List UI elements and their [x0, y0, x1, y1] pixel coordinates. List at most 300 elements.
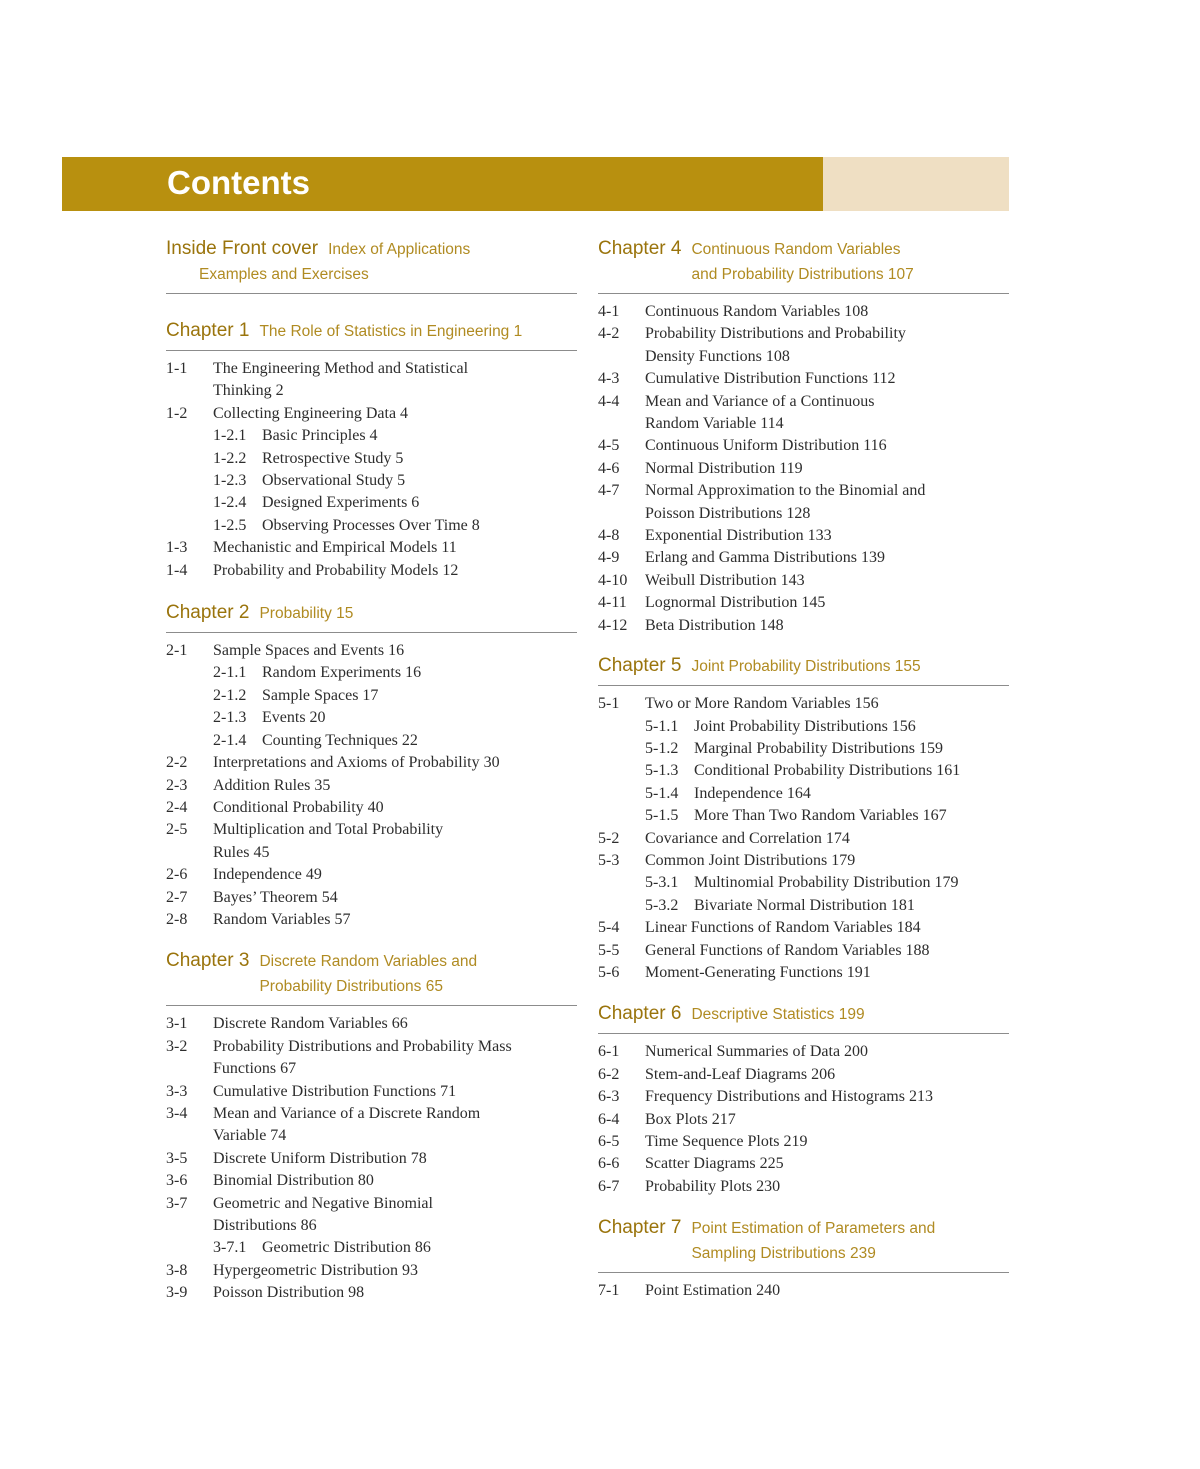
- section-title-line: Mechanistic and Empirical Models 11: [213, 539, 457, 557]
- section-number: 2-5: [166, 821, 188, 839]
- section-title: [213, 640, 577, 662]
- section-entry[interactable]: [166, 1170, 577, 1192]
- subsection-entry[interactable]: [166, 730, 577, 752]
- section-entry[interactable]: [166, 1036, 577, 1081]
- section-number: [598, 895, 645, 917]
- section-number: 3-9: [166, 1284, 188, 1302]
- section-entry[interactable]: [598, 570, 1009, 592]
- subsection-number: 2-1.2: [213, 686, 247, 704]
- section-number: [598, 738, 645, 760]
- section-title-line: Rules 45: [213, 843, 270, 861]
- section-title-line: Retrospective Study 5: [262, 449, 404, 467]
- section-number: 6-1: [598, 1043, 620, 1061]
- chapter-title: [259, 949, 477, 999]
- section-entry[interactable]: [598, 592, 1009, 614]
- chapter-title-line: Index of Applications: [328, 241, 471, 258]
- section-entry[interactable]: [598, 962, 1009, 984]
- section-title: [645, 917, 1009, 939]
- section-entry[interactable]: [598, 547, 1009, 569]
- section-entry[interactable]: [166, 537, 577, 559]
- section-entry[interactable]: [598, 1153, 1009, 1175]
- section-title: [213, 358, 577, 403]
- section-number: [166, 492, 213, 514]
- section-number: 4-11: [598, 594, 627, 612]
- section-title-line: Poisson Distribution 98: [213, 1284, 365, 1302]
- section-title: [213, 797, 577, 819]
- section-title: [213, 470, 577, 492]
- section-title: [213, 515, 577, 537]
- subsection-number: 2-1.1: [213, 664, 247, 682]
- section-title-line: Cumulative Distribution Functions 71: [213, 1082, 457, 1100]
- subsection-entry[interactable]: [166, 1237, 577, 1259]
- section-title-line: Two or More Random Variables 156: [645, 695, 879, 713]
- section-title: [645, 1109, 1009, 1131]
- section-number: 1-1: [166, 360, 188, 377]
- section-entry[interactable]: [598, 940, 1009, 962]
- page-title: Contents: [167, 164, 310, 201]
- chapter-section: [166, 600, 577, 931]
- section-number: [166, 448, 213, 470]
- section-title-line: Weibull Distribution 143: [645, 571, 805, 589]
- section-number: 7-1: [598, 1282, 620, 1300]
- subsection-number: 1-2.4: [213, 494, 247, 512]
- section-title-line: Multiplication and Total Probability: [213, 821, 444, 839]
- section-number: [166, 685, 213, 707]
- subsection-title: [694, 760, 960, 782]
- section-entry[interactable]: [166, 864, 577, 886]
- section-title-line: Multinomial Probability Distribution 179: [694, 874, 959, 892]
- subsection-number: 1-2.3: [213, 472, 247, 490]
- chapter-title: [691, 654, 920, 679]
- section-entry[interactable]: [166, 1103, 577, 1148]
- chapter-heading[interactable]: [598, 236, 1009, 294]
- section-title-line: Mean and Variance of a Discrete Random: [213, 1104, 481, 1122]
- section-entry[interactable]: [598, 828, 1009, 850]
- section-title-line: Functions 67: [213, 1060, 297, 1078]
- section-entry[interactable]: [166, 909, 577, 931]
- section-title-line: Random Variable 114: [645, 415, 784, 433]
- section-title: [213, 752, 577, 774]
- section-number: 3-1: [166, 1015, 188, 1033]
- chapter-heading-row: [598, 1215, 1009, 1266]
- chapter-title-line: The Role of Statistics in Engineering 1: [259, 323, 523, 340]
- section-title: [645, 1153, 1009, 1175]
- section-entry[interactable]: [598, 1064, 1009, 1086]
- chapter-label: Chapter 2: [166, 602, 250, 624]
- section-title-line: Joint Probability Distributions 156: [694, 717, 916, 735]
- section-title-line: Erlang and Gamma Distributions 139: [645, 549, 885, 567]
- section-number: [598, 783, 645, 805]
- subsection-number: 5-1.3: [645, 762, 679, 780]
- subsection-entry[interactable]: [166, 685, 577, 707]
- section-number: 1-2: [166, 404, 188, 422]
- section-title-line: Probability Distributions and Probability: [645, 325, 906, 343]
- subsection-entry[interactable]: [598, 716, 1009, 738]
- section-number: [166, 662, 213, 684]
- section-title: [213, 1013, 577, 1035]
- subsection-entry[interactable]: [166, 470, 577, 492]
- section-title: [213, 492, 577, 514]
- subsection-title: [694, 895, 915, 917]
- chapter-title-line: Continuous Random Variables: [691, 241, 901, 258]
- subsection-title: [262, 425, 378, 447]
- subsection-entry[interactable]: [166, 448, 577, 470]
- chapter-title-line: Probability Distributions 65: [259, 978, 443, 996]
- section-title-line: Basic Principles 4: [262, 427, 378, 445]
- section-entry[interactable]: [166, 403, 577, 425]
- section-number: 5-4: [598, 919, 620, 937]
- section-entry[interactable]: [166, 560, 577, 582]
- chapter-section: [598, 653, 1009, 984]
- subsection-number: 5-1.5: [645, 807, 679, 825]
- section-number: 4-9: [598, 549, 620, 567]
- section-title-line: Stem-and-Leaf Diagrams 206: [645, 1065, 836, 1083]
- subsection-title: [262, 730, 418, 752]
- section-number: 6-6: [598, 1155, 620, 1173]
- section-number: [598, 872, 645, 894]
- section-entry[interactable]: [598, 301, 1009, 323]
- chapter-title-line: Probability 15: [259, 605, 354, 623]
- section-entry[interactable]: [166, 1260, 577, 1282]
- subsection-entry[interactable]: [166, 492, 577, 514]
- section-number: [166, 707, 213, 729]
- section-title-line: Common Joint Distributions 179: [645, 851, 856, 869]
- section-title-line: Random Variables 57: [213, 910, 351, 928]
- section-number: 4-1: [598, 303, 620, 320]
- subsection-title: [694, 716, 916, 738]
- section-title-line: Mean and Variance of a Continuous: [645, 392, 875, 410]
- subsection-entry[interactable]: [166, 425, 577, 447]
- chapter-title-line: Sampling Distributions 239: [691, 1245, 876, 1263]
- section-title-line: Independence 164: [694, 784, 811, 802]
- section-title-line: More Than Two Random Variables 167: [694, 807, 947, 825]
- section-entry[interactable]: [166, 1148, 577, 1170]
- chapter-heading[interactable]: [598, 1001, 1009, 1034]
- section-number: 6-2: [598, 1065, 620, 1083]
- section-number: 4-8: [598, 527, 620, 545]
- section-title-line: Collecting Engineering Data 4: [213, 404, 409, 422]
- section-title-line: Density Functions 108: [645, 347, 790, 365]
- section-number: 4-4: [598, 392, 620, 410]
- section-entry[interactable]: [598, 1280, 1009, 1302]
- section-title-line: Cumulative Distribution Functions 112: [645, 370, 896, 388]
- section-number: 6-7: [598, 1177, 620, 1195]
- chapter-heading-row: [598, 236, 1009, 287]
- subsection-title: [262, 1237, 431, 1259]
- section-title: [213, 685, 577, 707]
- section-title: [645, 525, 1009, 547]
- section-title-line: Counting Techniques 22: [262, 731, 418, 749]
- section-entry[interactable]: [166, 358, 577, 403]
- section-title: [645, 1064, 1009, 1086]
- subsection-title: [694, 783, 811, 805]
- chapter-heading[interactable]: [166, 600, 577, 633]
- section-entry[interactable]: [598, 615, 1009, 637]
- chapter-section: [166, 236, 577, 294]
- section-title-line: Conditional Probability 40: [213, 798, 384, 816]
- section-title-line: Linear Functions of Random Variables 184: [645, 919, 921, 937]
- section-entry[interactable]: [598, 368, 1009, 390]
- section-entry[interactable]: [598, 1109, 1009, 1131]
- section-title-line: Events 20: [262, 709, 326, 727]
- section-number: 4-7: [598, 482, 620, 500]
- subsection-title: [262, 492, 419, 514]
- section-title: [645, 805, 1009, 827]
- chapter-title-line: Point Estimation of Parameters and: [691, 1220, 936, 1238]
- section-entry[interactable]: [598, 458, 1009, 480]
- section-number: 6-4: [598, 1110, 620, 1128]
- section-title-line: Binomial Distribution 80: [213, 1172, 374, 1190]
- section-entry[interactable]: [598, 1086, 1009, 1108]
- chapter-heading[interactable]: [598, 1215, 1009, 1273]
- section-entry[interactable]: [598, 1176, 1009, 1198]
- section-number: 2-6: [166, 866, 188, 884]
- section-number: 5-6: [598, 963, 620, 981]
- section-title: [213, 560, 577, 582]
- chapter-label: Chapter 3: [166, 950, 250, 972]
- section-title: [213, 1170, 577, 1192]
- subsection-entry[interactable]: [598, 895, 1009, 917]
- section-entry[interactable]: [598, 917, 1009, 939]
- chapter-title-line: Examples and Exercises: [199, 266, 369, 283]
- chapter-heading-row: [598, 653, 1009, 679]
- section-title-line: The Engineering Method and Statistical: [213, 360, 469, 377]
- subsection-number: 5-1.1: [645, 717, 679, 735]
- section-title-line: Random Experiments 16: [262, 664, 422, 682]
- subsection-entry[interactable]: [166, 662, 577, 684]
- section-title: [645, 783, 1009, 805]
- section-title-line: General Functions of Random Variables 188: [645, 941, 930, 959]
- section-entry[interactable]: [166, 1013, 577, 1035]
- chapter-label: Chapter 6: [598, 1003, 682, 1025]
- section-number: [166, 515, 213, 537]
- subsection-entry[interactable]: [598, 805, 1009, 827]
- section-number: 4-12: [598, 616, 628, 634]
- section-title: [645, 693, 1009, 715]
- chapter-label: Chapter 5: [598, 655, 682, 677]
- section-title: [213, 425, 577, 447]
- chapter-entries: [166, 1013, 577, 1304]
- chapter-title: [691, 1216, 935, 1266]
- chapter-heading[interactable]: [166, 236, 577, 294]
- contents-banner: [62, 157, 1009, 211]
- section-entry[interactable]: [598, 850, 1009, 872]
- section-title: [213, 887, 577, 909]
- section-number: 2-4: [166, 798, 188, 816]
- chapter-entries: [598, 693, 1009, 984]
- chapter-section: [166, 948, 577, 1304]
- section-entry[interactable]: [598, 435, 1009, 457]
- section-number: 4-3: [598, 370, 620, 388]
- chapter-title-line: Discrete Random Variables and: [259, 953, 478, 971]
- subsection-entry[interactable]: [166, 707, 577, 729]
- section-title-line: Addition Rules 35: [213, 776, 331, 794]
- section-number: 4-2: [598, 325, 620, 343]
- section-number: [166, 730, 213, 752]
- section-title: [645, 615, 1009, 637]
- section-entry[interactable]: [598, 391, 1009, 436]
- section-title: [645, 895, 1009, 917]
- section-title-line: Bayes’ Theorem 54: [213, 888, 338, 906]
- section-title-line: Box Plots 217: [645, 1110, 736, 1128]
- section-entry[interactable]: [166, 1081, 577, 1103]
- section-number: 6-3: [598, 1088, 620, 1106]
- subsection-title: [262, 470, 405, 492]
- section-title: [645, 828, 1009, 850]
- section-entry[interactable]: [598, 693, 1009, 715]
- section-number: 3-4: [166, 1104, 188, 1122]
- subsection-entry[interactable]: [598, 760, 1009, 782]
- section-title-line: Discrete Uniform Distribution 78: [213, 1149, 427, 1167]
- section-title: [645, 547, 1009, 569]
- chapter-title-line: Descriptive Statistics 199: [691, 1006, 865, 1024]
- toc-left-column: [166, 236, 577, 1305]
- section-title: [213, 909, 577, 931]
- section-title-line: Covariance and Correlation 174: [645, 829, 850, 847]
- subsection-title: [694, 738, 943, 760]
- banner-end-block: [823, 157, 1009, 211]
- section-title: [645, 1280, 1009, 1302]
- section-title-line: Sample Spaces and Events 16: [213, 642, 405, 660]
- section-title-line: Geometric and Negative Binomial: [213, 1194, 433, 1212]
- section-number: 3-8: [166, 1261, 188, 1279]
- section-title-line: Poisson Distributions 128: [645, 504, 811, 522]
- section-entry[interactable]: [166, 797, 577, 819]
- chapter-heading-row: [166, 948, 577, 999]
- toc-right-column: [598, 236, 1009, 1303]
- section-title: [213, 537, 577, 559]
- section-title: [213, 1193, 577, 1238]
- chapter-heading-row: [166, 236, 577, 287]
- section-title-line: Marginal Probability Distributions 159: [694, 739, 944, 757]
- subsection-title: [262, 662, 421, 684]
- section-entry[interactable]: [166, 640, 577, 662]
- section-title: [645, 1041, 1009, 1063]
- section-title: [645, 391, 1009, 436]
- section-title-line: Interpretations and Axioms of Probability 30: [213, 754, 500, 772]
- section-title: [213, 864, 577, 886]
- subsection-number: 1-2.5: [213, 516, 247, 534]
- chapter-heading-row: [598, 1001, 1009, 1027]
- section-number: 3-5: [166, 1149, 188, 1167]
- section-title: [213, 730, 577, 752]
- section-entry[interactable]: [166, 1282, 577, 1304]
- subsection-number: 3-7.1: [213, 1239, 247, 1257]
- section-title-line: Exponential Distribution 133: [645, 527, 832, 545]
- section-entry[interactable]: [166, 775, 577, 797]
- subsection-entry[interactable]: [598, 738, 1009, 760]
- section-entry[interactable]: [598, 1041, 1009, 1063]
- section-title-line: Distributions 86: [213, 1217, 317, 1234]
- section-title: [645, 592, 1009, 614]
- section-title: [213, 1103, 577, 1148]
- section-title: [645, 301, 1009, 323]
- subsection-number: 2-1.3: [213, 709, 247, 727]
- section-title-line: Time Sequence Plots 219: [645, 1133, 808, 1150]
- section-title-line: Designed Experiments 6: [262, 494, 420, 512]
- chapter-entries: [598, 1041, 1009, 1198]
- section-entry[interactable]: [598, 1131, 1009, 1153]
- section-entry[interactable]: [598, 323, 1009, 368]
- section-title: [645, 1176, 1009, 1198]
- chapter-heading-row: [166, 318, 577, 344]
- section-title-line: Probability Plots 230: [645, 1177, 781, 1195]
- section-number: 3-7: [166, 1194, 188, 1212]
- section-title-line: Continuous Uniform Distribution 116: [645, 437, 887, 455]
- section-number: 5-2: [598, 829, 620, 847]
- chapter-heading[interactable]: [598, 653, 1009, 686]
- section-title: [645, 368, 1009, 390]
- section-title-line: Probability Distributions and Probability Mass: [213, 1037, 512, 1055]
- section-title-line: Conditional Probability Distributions 161: [694, 762, 961, 780]
- section-number: [166, 470, 213, 492]
- section-entry[interactable]: [166, 887, 577, 909]
- section-number: 1-3: [166, 539, 188, 557]
- section-title: [645, 480, 1009, 525]
- section-title: [213, 1237, 577, 1259]
- section-title-line: Beta Distribution 148: [645, 616, 784, 634]
- section-title-line: Continuous Random Variables 108: [645, 303, 869, 320]
- chapter-heading[interactable]: [166, 948, 577, 1006]
- section-title: [645, 323, 1009, 368]
- section-title: [213, 1081, 577, 1103]
- section-title-line: Hypergeometric Distribution 93: [213, 1261, 418, 1279]
- chapter-title: [691, 1002, 864, 1027]
- section-title-line: Discrete Random Variables 66: [213, 1015, 408, 1033]
- section-entry[interactable]: [598, 525, 1009, 547]
- section-title-line: Independence 49: [213, 866, 322, 884]
- section-title-line: Point Estimation 240: [645, 1282, 781, 1300]
- section-title-line: Scatter Diagrams 225: [645, 1155, 784, 1173]
- chapter-title: [259, 601, 353, 626]
- section-title: [213, 662, 577, 684]
- section-number: 5-3: [598, 851, 620, 869]
- section-title-line: Probability and Probability Models 12: [213, 561, 459, 579]
- section-number: 6-5: [598, 1133, 620, 1150]
- section-title: [213, 448, 577, 470]
- section-entry[interactable]: [166, 1193, 577, 1238]
- subsection-entry[interactable]: [598, 783, 1009, 805]
- chapter-title: [691, 237, 913, 287]
- section-title: [645, 435, 1009, 457]
- section-entry[interactable]: [166, 819, 577, 864]
- section-entry[interactable]: [598, 480, 1009, 525]
- section-title: [213, 1260, 577, 1282]
- section-title: [645, 570, 1009, 592]
- section-title-line: Frequency Distributions and Histograms 213: [645, 1088, 933, 1106]
- section-title: [645, 738, 1009, 760]
- subsection-entry[interactable]: [166, 515, 577, 537]
- chapter-section: [598, 1001, 1009, 1198]
- chapter-label: Inside Front cover: [166, 238, 319, 259]
- chapter-section: [166, 318, 577, 582]
- subsection-title: [262, 707, 326, 729]
- chapter-section: [598, 236, 1009, 637]
- section-title: [213, 1036, 577, 1081]
- section-number: 5-5: [598, 941, 620, 959]
- subsection-title: [262, 515, 480, 537]
- section-title: [645, 962, 1009, 984]
- section-entry[interactable]: [166, 752, 577, 774]
- chapter-heading[interactable]: [166, 318, 577, 351]
- section-number: 3-6: [166, 1172, 188, 1190]
- subsection-entry[interactable]: [598, 872, 1009, 894]
- section-title-line: Normal Approximation to the Binomial and: [645, 482, 926, 500]
- section-title: [213, 775, 577, 797]
- section-title-line: Observing Processes Over Time 8: [262, 516, 480, 534]
- section-number: [166, 1237, 213, 1259]
- section-title: [645, 940, 1009, 962]
